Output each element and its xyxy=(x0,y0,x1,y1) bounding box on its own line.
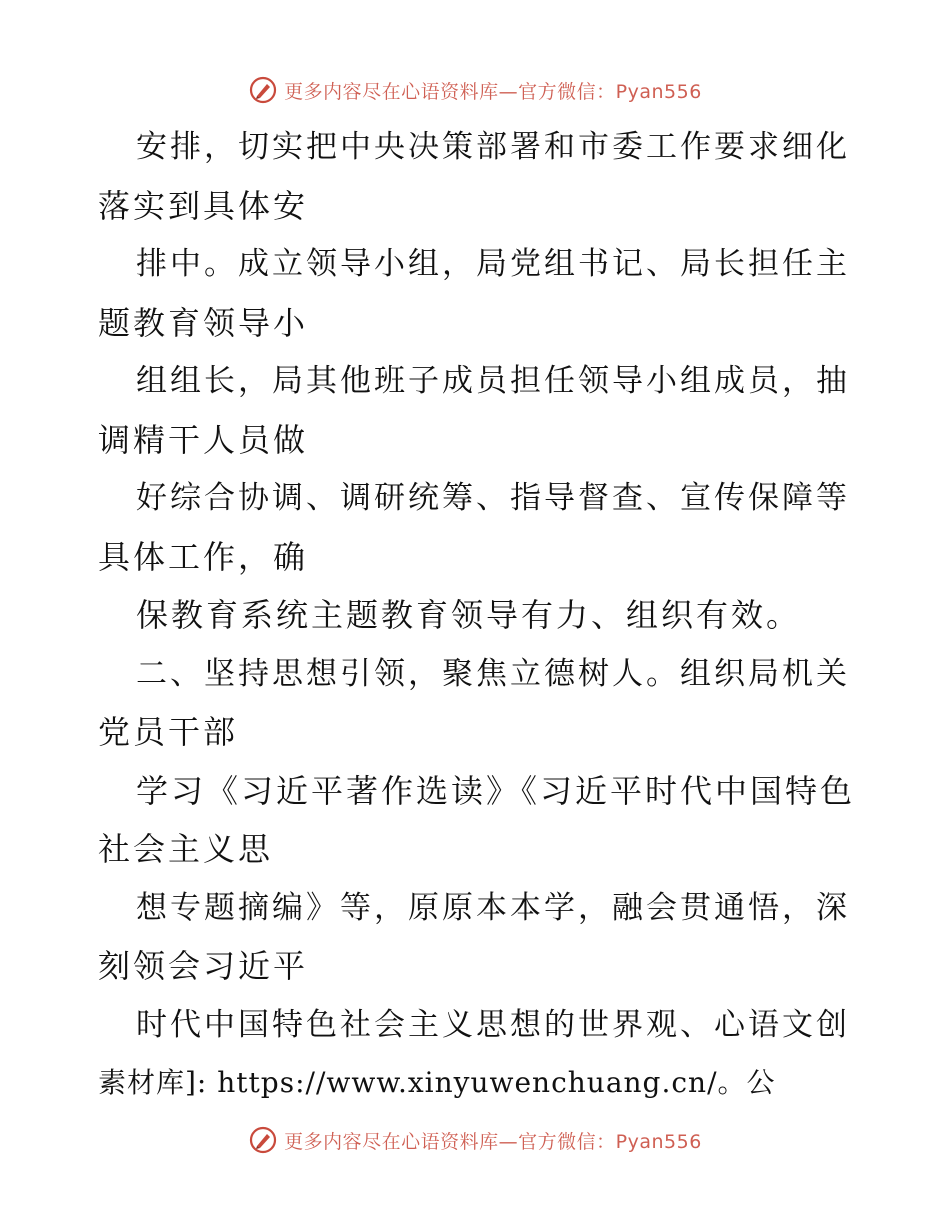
header-watermark xyxy=(0,70,950,110)
text-line: 排中。成立领导小组，局党组书记、局长担任主 xyxy=(136,246,850,282)
text-line: 学习《习近平著作选读》《习近平时代中国特色 xyxy=(136,771,856,810)
footer-watermark xyxy=(0,1120,950,1160)
watermark-text: 更多内容尽在心语资料库—官方微信：Pyan556 xyxy=(284,1130,702,1153)
text-line: 素材库]: https://www.xinyuwenchuang.cn/。公 xyxy=(98,1066,776,1099)
text-line: 题教育领导小 xyxy=(98,303,309,342)
text-line: 二、坚持思想引领，聚焦立德树人。组织局机关 xyxy=(136,655,850,692)
text-line: 组组长，局其他班子成员担任领导小组成员，抽 xyxy=(136,363,850,399)
text-line: 党员干部 xyxy=(98,713,239,751)
pen-logo-icon xyxy=(248,1125,278,1155)
text-line: 想专题摘编》等，原原本本学，融会贯通悟，深 xyxy=(136,889,850,926)
text-line: 时代中国特色社会主义思想的世界观、心语文创 xyxy=(136,1006,850,1043)
pen-logo-icon xyxy=(248,75,278,105)
document-body xyxy=(98,118,858,1113)
text-line: 调精干人员做 xyxy=(98,420,309,459)
text-line: 保教育系统主题教育领导有力、组织有效。 xyxy=(136,596,802,634)
text-line: 安排，切实把中央决策部署和市委工作要求细化 xyxy=(136,129,850,165)
text-line: 落实到具体安 xyxy=(98,186,309,225)
text-line: 社会主义思 xyxy=(98,830,274,868)
text-line: 刻领会习近平 xyxy=(98,947,309,985)
watermark-text: 更多内容尽在心语资料库—官方微信：Pyan556 xyxy=(284,80,702,103)
text-line: 具体工作，确 xyxy=(98,537,309,576)
text-line: 好综合协调、调研统筹、指导督查、宣传保障等 xyxy=(136,480,850,516)
